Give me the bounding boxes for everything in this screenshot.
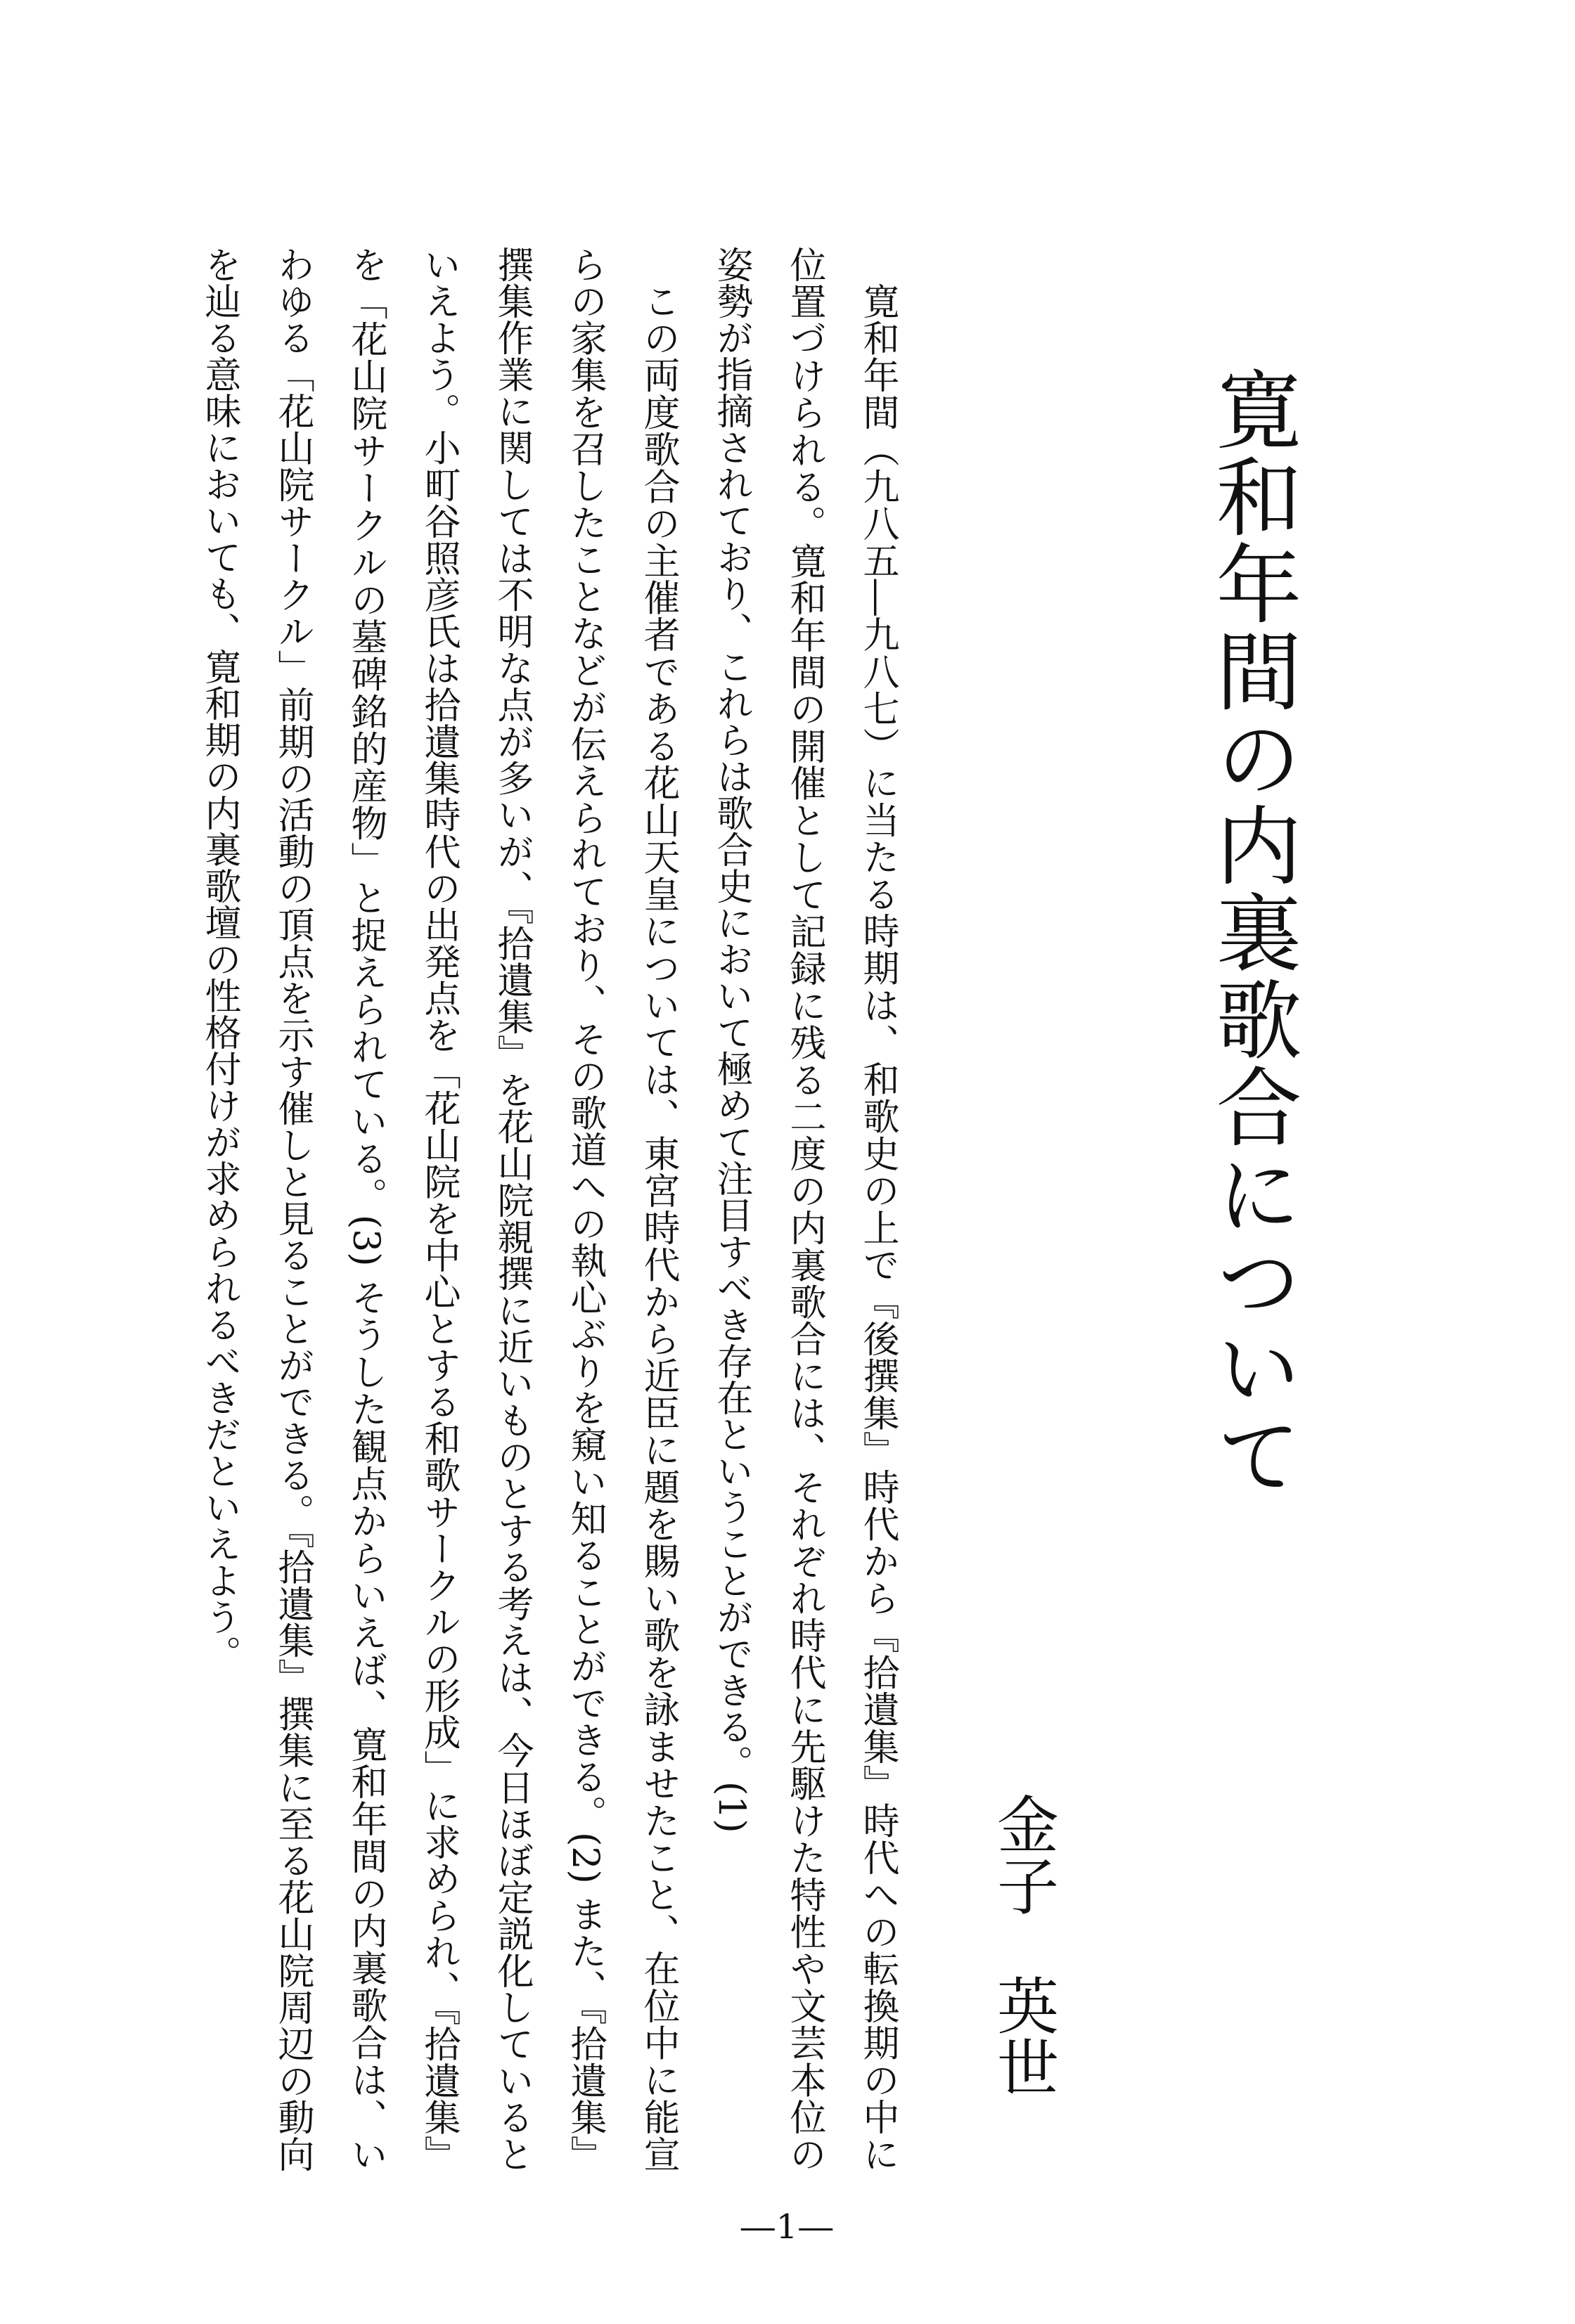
author-surname: 金子 xyxy=(987,1793,1060,1916)
page-number: ―1― xyxy=(740,2207,835,2247)
article-title: 寛和年間の内裏歌合について xyxy=(1202,366,1301,1499)
body-paragraph-2: この両度歌合の主催者である花山天皇については、東宮時代から近臣に題を賜い歌を詠ませたこと、在位中に能宣らの家集を召したことなどが伝えられており、その歌道への執心ぶりを窺い知ることができる。(2) また、『拾遺集』撰集作業に関しては不明な点が多いが、『拾遺集』を花山院親撰に近いものとする考えは、今日ほぼ定説化しているといえよう。小町谷照彦氏は拾遺集時代の出発点を「花山院を中心とする和歌サークルの形成」に求められ、『拾遺集』を「花山院サークルの墓碑銘的産物」と捉えられている。(3) そうした観点からいえば、寛和年間の内裏歌合は、いわゆる「花山院サークル」前期の活動の頂点を示す催しと見ることができる。『拾遺集』撰集に至る花山院周辺の動向を辿る意味においても、寛和期の内裏歌壇の性格付けが求められるべきだといえよう。 xyxy=(198,246,679,2172)
body-paragraph-1: 寛和年間（九八五―九八七）に当たる時期は、和歌史の上で『後撰集』時代から『拾遺集』時代への転換期の中に位置づけられる。寛和年間の開催として記録に残る二度の内裏歌合には、それぞれ時代に先駆けた特性や文芸本位の姿勢が指摘されており、これらは歌合史において極めて注目すべき存在ということができる。(1) xyxy=(710,246,899,2172)
author-given-name: 英世 xyxy=(987,1974,1060,2098)
author-name xyxy=(984,1793,1062,2116)
article-body xyxy=(183,246,914,2172)
